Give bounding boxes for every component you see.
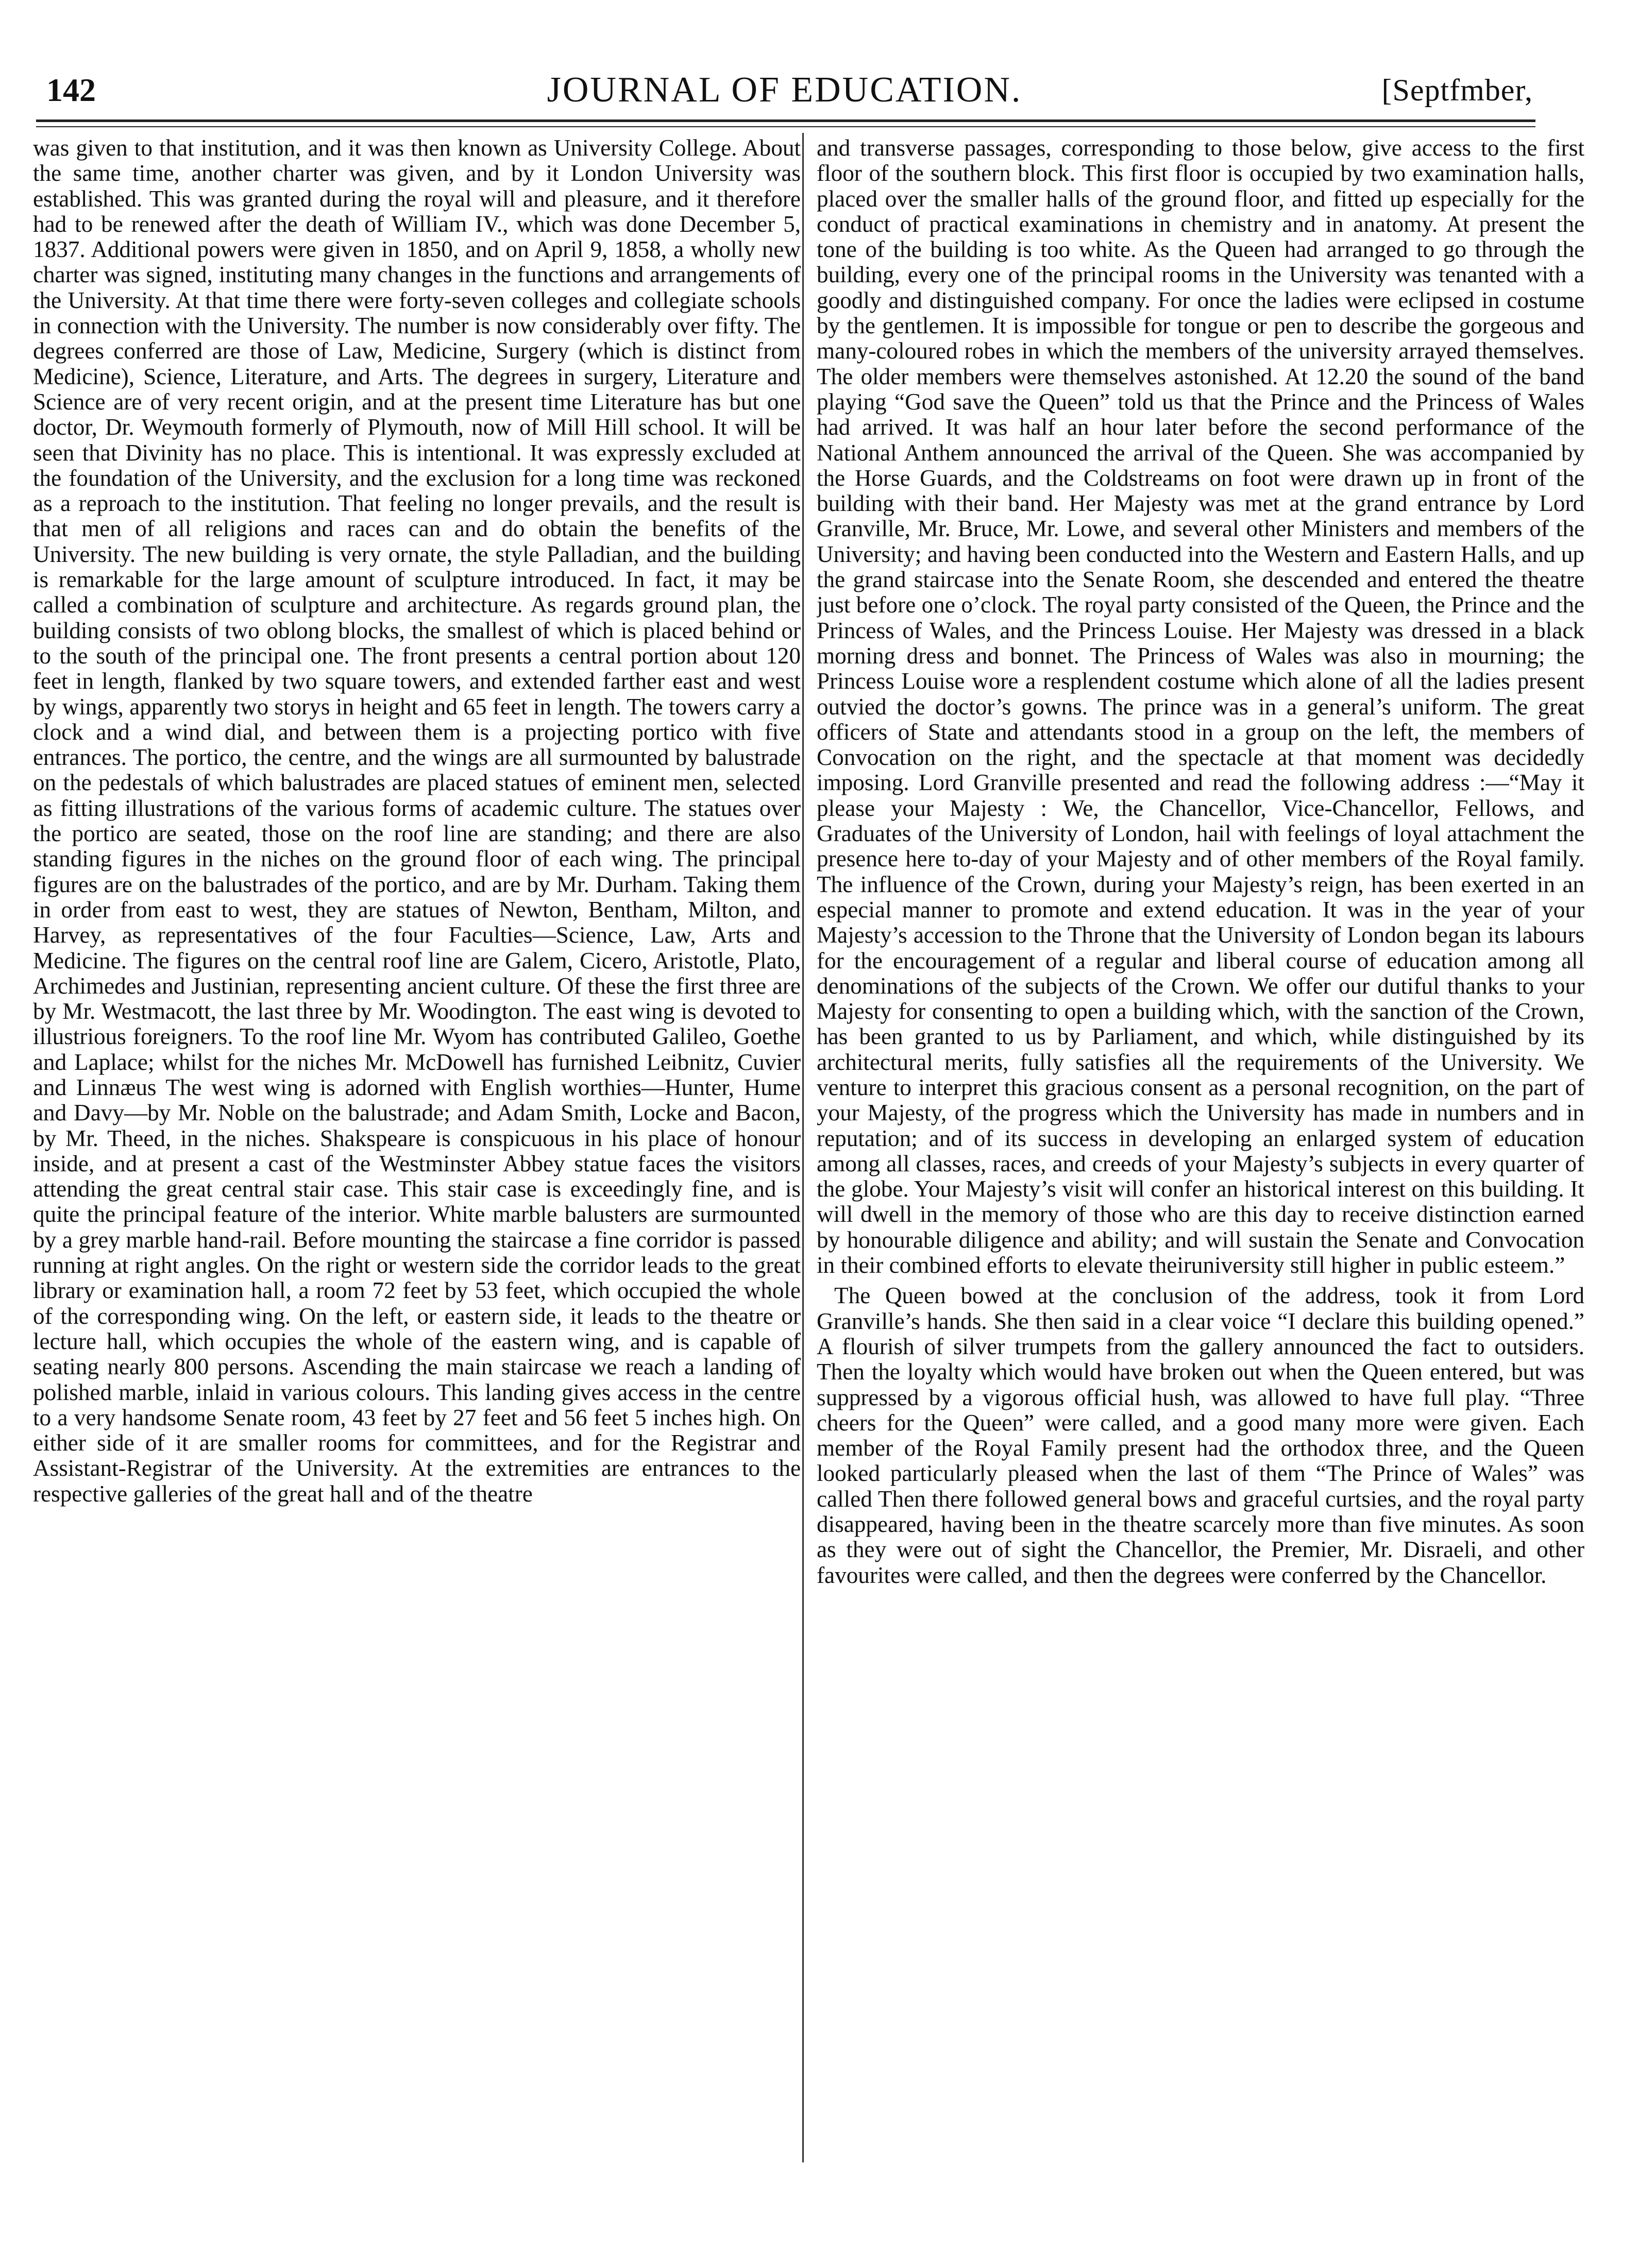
header-month: [Septfmber, — [1381, 73, 1533, 107]
right-paragraph-2: The Queen bowed at the conclusion of the address, took it from Lord Granville’s hands. She then said in a clear voice “I declare this building opened.” A flourish of silver trumpets from the gallery announced the fact to outsiders. Then the loyalty which would have broken out when the Queen entered, but was suppressed by a vigorous official hush, was allowed to have full play. “Three cheers for the Queen” were called, and a good many more were given. Each member of the Royal Family present had the orthodox three, and the Queen looked particularly pleased when the last of them “The Prince of Wales” was called Then there followed general bows and graceful curtsies, and the royal party disappeared, having been in the theatre scarcely more than five minutes. As soon as they were out of sight the Chancellor, the Premier, Mr. Disraeli, and other favourites were called, and then the degrees were conferred by the Chancellor. — [817, 1283, 1584, 1588]
page-number: 142 — [46, 72, 96, 108]
journal-title: JOURNAL OF EDUCATION. — [547, 70, 1022, 110]
page-header — [36, 67, 1533, 113]
header-rule-thick — [36, 120, 1535, 122]
column-divider — [802, 133, 804, 2162]
left-paragraph-1: was given to that institution, and it was then known as University College. About the same time, another charter was given, and by it London University was established. This was granted during the royal will and pleasure, and it therefore had to be renewed after the death of William IV., which was done December 5, 1837. Additional powers were given in 1850, and on April 9, 1858, a wholly new charter was signed, instituting many changes in the functions and arrangements of the University. At that time there were forty-seven colleges and collegiate schools in connection with the University. The number is now considerably over fifty. The degrees conferred are those of Law, Medicine, Surgery (which is distinct from Medicine), Science, Literature, and Arts. The degrees in surgery, Literature and Science are of very recent origin, and at the present time Literature has but one doctor, Dr. Weymouth formerly of Plymouth, now of Mill Hill school. It will be seen that Divinity has no place. This is intentional. It was expressly excluded at the foundation of the University, and the exclusion for a long time was reckoned as a reproach to the institution. That feeling no longer prevails, and the result is that men of all religions and races can and do obtain the benefits of the University. The new building is very ornate, the style Palladian, and the building is remarkable for the large amount of sculpture introduced. In fact, it may be called a combination of sculpture and architecture. As regards ground plan, the building consists of two oblong blocks, the smallest of which is placed behind or to the south of the principal one. The front presents a central portion about 120 feet in length, flanked by two square towers, and extended farther east and west by wings, apparently two storys in height and 65 feet in length. The towers carry a clock and a wind dial, and between them is a projecting portico with five entrances. The portico, the centre, and the wings are all surmounted by balustrade on the pedestals of which balustrades are placed statues of eminent men, selected as fitting illustrations of the various forms of academic culture. The statues over the portico are seated, those on the roof line are standing; and there are also standing figures in the niches on the ground floor of each wing. The principal figures are on the balustrades of the portico, and are by Mr. Durham. Taking them in order from east to west, they are statues of Newton, Bentham, Milton, and Harvey, as representatives of the four Faculties—Science, Law, Arts and Medicine. The figures on the central roof line are Galem, Cicero, Aristotle, Plato, Archimedes and Justinian, representing ancient culture. Of these the first three are by Mr. Westmacott, the last three by Mr. Woodington. The east wing is devoted to illustrious foreigners. To the roof line Mr. Wyom has contributed Galileo, Goethe and Laplace; whilst for the niches Mr. McDowell has furnished Leibnitz, Cuvier and Linnæus The west wing is adorned with English worthies—Hunter, Hume and Davy—by Mr. Noble on the balustrade; and Adam Smith, Locke and Bacon, by Mr. Theed, in the niches. Shakspeare is conspicuous in his place of honour inside, and at present a cast of the Westminster Abbey statue faces the visitors attending the great central stair case. This stair case is exceedingly fine, and is quite the principal feature of the interior. White marble balusters are surmounted by a grey marble hand-rail. Before mounting the staircase a fine corridor is passed running at right angles. On the right or western side the corridor leads to the great library or examination hall, a room 72 feet by 53 feet, which occupied the whole of the corresponding wing. On the left, or eastern side, it leads to the theatre or lecture hall, which occupies the whole of the eastern wing, and is capable of seating nearly 800 persons. Ascending the main staircase we reach a landing of polished marble, inlaid in various colours. This landing gives access in the centre to a very handsome Senate room, 43 feet by 27 feet and 56 feet 5 inches high. On either side of it are smaller rooms for committees, and for the Registrar and Assistant-Registrar of the University. At the extremities are entrances to the respective galleries of the great hall and of the theatre — [33, 135, 801, 1507]
header-rule-thin — [36, 126, 1535, 127]
right-paragraph-1: and transverse passages, corresponding to those below, give access to the first floor of the southern block. This first floor is occupied by two examination halls, placed over the smaller halls of the ground floor, and fitted up especially for the conduct of practical examinations in chemistry and in anatomy. At present the tone of the building is too white. As the Queen had arranged to go through the building, every one of the principal rooms in the University was tenanted with a goodly and distinguished company. For once the ladies were eclipsed in costume by the gentlemen. It is impossible for tongue or pen to describe the gorgeous and many-coloured robes in which the members of the university arrayed themselves. The older members were themselves astonished. At 12.20 the sound of the band playing “God save the Queen” told us that the Prince and the Princess of Wales had arrived. It was half an hour later before the second performance of the National Anthem announced the arrival of the Queen. She was accompanied by the Horse Guards, and the Coldstreams on foot were drawn up in front of the building with their band. Her Majesty was met at the grand entrance by Lord Granville, Mr. Bruce, Mr. Lowe, and several other Ministers and members of the University; and having been conducted into the Western and Eastern Halls, and up the grand staircase into the Senate Room, she descended and entered the theatre just before one o’clock. The royal party consisted of the Queen, the Prince and the Princess of Wales, and the Princess Louise. Her Majesty was dressed in a black morning dress and bonnet. The Princess of Wales was also in mourning; the Princess Louise wore a resplendent costume which alone of all the ladies present outvied the doctor’s gowns. The prince was in a general’s uniform. The great officers of State and attendants stood in a group on the left, the members of Convocation on the right, and the spectacle at that moment was decidedly imposing. Lord Granville presented and read the following address :—“May it please your Majesty : We, the Chancellor, Vice-Chancellor, Fellows, and Graduates of the University of London, hail with feelings of loyal attachment the presence here to-day of your Majesty and of other members of the Royal family. The influence of the Crown, during your Majesty’s reign, has been exerted in an especial manner to promote and extend education. It was in the year of your Majesty’s accession to the Throne that the University of London began its labours for the encouragement of a regular and liberal course of education among all denominations of the subjects of the Crown. We offer our dutiful thanks to your Majesty for consenting to open a building which, with the sanction of the Crown, has been granted to us by Parliament, and which, while distinguished by its architectural merits, fully satisfies all the requirements of the University. We venture to interpret this gracious consent as a personal recognition, on the part of your Majesty, of the progress which the University has made in numbers and in reputation; and of its success in developing an enlarged system of education among all classes, races, and creeds of your Majesty’s subjects in every quarter of the globe. Your Majesty’s visit will confer an historical interest on this building. It will dwell in the memory of those who are this day to receive distinction earned by honourable diligence and ability; and will sustain the Senate and Convocation in their combined efforts to elevate theiruniversity still higher in public esteem.” — [817, 135, 1584, 1278]
right-column — [817, 135, 1584, 2144]
left-column — [33, 135, 801, 2144]
